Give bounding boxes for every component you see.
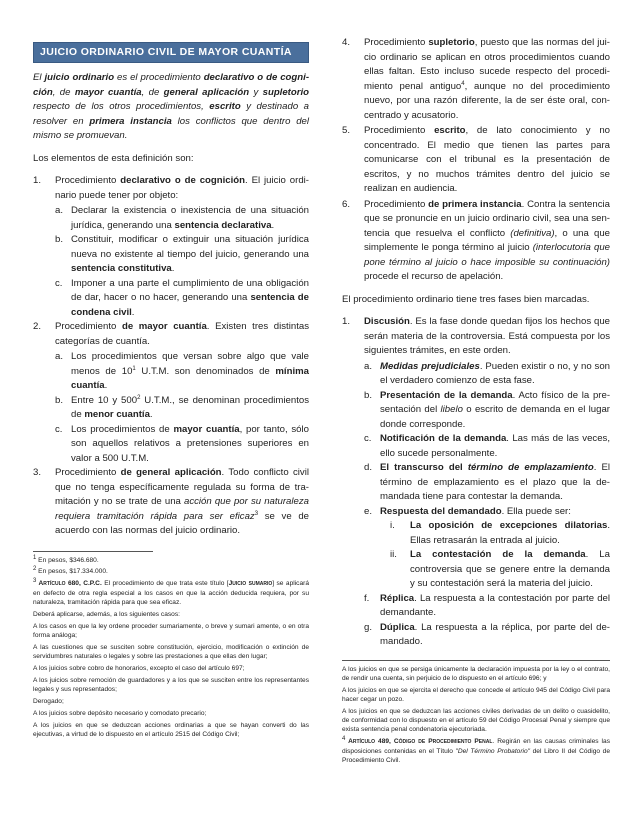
right-column (342, 36, 610, 768)
list-item: 1. Procedimiento declarativo o de cognición. El juicio ordinario puede tener por objeto: (33, 175, 309, 201)
list-subitem: a. Medidas prejudiciales. Pueden existir o no, y no son el verdadero comienzo de esta fase. (364, 360, 610, 386)
list-item: 6. Procedimiento de primera instancia. Contra la sentencia que se pronuncie en un juicio ordinario civil, sea una sentencia que resuelva el conflicto (definitiva), o una que simplemente le ponga término al juicio (interlocutoria que pone término al juicio o hace imposible su continuación) procede el recurso de apelación. (342, 198, 611, 282)
footnote: $^4$ Artículo 489, Código de Procedimiento Penal. Regirán en las causas criminales las disposiciones contenidas en el Título "Del Término Probatorio" del Libro II del Código de Procedimiento Civil. (342, 736, 610, 764)
definition-paragraph: El juicio ordinario es el procedimiento declarativo o de cognición, de mayor cuantía, de general aplicación y supletorio respecto de los otros procedimientos, escrito y destinado a resolver en primera instancia los conflictos que dentro del mismo se promuevan. (33, 72, 310, 141)
elements-intro: Los elementos de esta definición son: (33, 152, 194, 164)
phases-list (342, 315, 610, 650)
footnote-line: Derogado; (33, 698, 64, 706)
list-subitem: b. Presentación de la demanda. Acto físico de la presentación del libelo o escrito de demanda en el lugar donde corresponde. (364, 389, 611, 430)
list-subitem: a. Los procedimientos que versan sobre algo que vale menos de $10^1$ U.T.M. son denominados de mínima cuantía. (55, 351, 309, 391)
footnote: $^2$ En pesos, $17.334.000. (33, 566, 108, 576)
list-item: 4. Procedimiento supletorio, puesto que las normas del juicio ordinario se aplican en otros procedimientos cuando ellas faltan. Esto incluso sucede respecto del procedimiento penal antiguo$^4$, aunque no del procedimiento nuevo, por una razón diferente, la de ser éste oral, concentrado y acusatorio. (342, 37, 611, 121)
list-item: 5. Procedimiento escrito, de lato conocimiento y no concentrado. El medio que tienen las partes para comunicarse con el tribunal es la presentación de escritos, y no muchos trámites dentro del juicio se realizan en audiencia. (342, 125, 610, 194)
footnote-line: A los juicios en que se deduzcan las acciones civiles derivadas de un delito o cuasidelito, de conformidad con lo dispuesto en el artículo 59 del Código Procesal Penal y siempre que exista sentencia penal condenatoria ejecutoriada. (342, 707, 610, 734)
footnote-divider (342, 660, 610, 661)
footnote-line: Deberá aplicarse, además, a los siguientes casos: (33, 610, 180, 618)
list-subsubitem: ii. La contestación de la demanda. La controversia que se genere entre la demanda y su contestación será la materia del juicio. (390, 549, 610, 589)
list-item: 2. Procedimiento de mayor cuantía. Existen tres distintas categorías de cuantía. (33, 321, 309, 347)
list-subitem: b. Entre 10 y $500^2$ U.T.M., se denominan procedimientos de menor cuantía. (55, 394, 310, 420)
footnote-line: A los juicios sobre cobro de honorarios, excepto el caso del artículo 697; (33, 665, 245, 673)
footnote-line: A los casos en que la ley ordene proceder sumariamente, o breve y sumari amente, o en otra forma análoga; (33, 622, 309, 639)
footnote-line: A los juicios en que se persiga únicamente la declaración impuesta por la ley o el contrato, de rendir una cuenta, sin perjuicio de lo dispuesto en el artículo 696; y (342, 665, 610, 682)
footnote-line: A los juicios sobre remoción de guardadores y a los que se susciten entre los representantes legales y sus representados; (33, 676, 309, 694)
footnotes-right (342, 665, 610, 766)
list-subitem: e. Respuesta del demandado. Ella puede ser: (364, 505, 571, 517)
list-item: 1. Discusión. Es la fase donde quedan fijos los hechos que serán materia de la controversia. Está compuesta por los siguientes trámites, en este orden. (342, 316, 610, 356)
list-subitem: c. Imponer a una parte el cumplimiento de una obligación de dar, hacer o no hacer, generando una sentencia de condena civil. (55, 277, 310, 318)
footnote-line: A los juicios en que se ejercita el derecho que concede el artículo 945 del Código Civil para hacer cegar un pozo. (342, 686, 610, 703)
phases-intro: El procedimiento ordinario tiene tres fases bien marcadas. (342, 293, 590, 305)
list-subitem: d. El transcurso del término de emplazamiento. El término de emplazamiento es el plazo que la demandada tiene para contestar la demanda. (364, 462, 610, 502)
list-subitem: g. Dúplica. La respuesta a la réplica, por parte del demandado. (364, 621, 610, 647)
footnote-line: A los juicios en que se deduzcan acciones ordinarias a que se hayan converti do las ejecutivas, a virtud de lo dispuesto en el artículo 2515 del Código Civil; (33, 721, 309, 739)
footnote-line: A los juicios sobre depósito necesario y comodato precario; (33, 710, 207, 717)
footnote: $^3$ Artículo 680, C.P.C. El procedimiento de que trata este título [Juicio sumario] se aplicará en defecto de otra regla especial a los casos en que la acción deducida requiera, por su naturaleza, tramitación rápida para que sea eficaz. (33, 578, 309, 606)
list-subitem: a. Declarar la existencia o inexistencia de una situación jurídica, generando una sentencia declarativa. (55, 205, 309, 231)
list-subitem: f. Réplica. La respuesta a la contestación por parte del demandante. (364, 592, 610, 618)
elements-list (33, 174, 309, 539)
elements-list-continued (342, 36, 610, 285)
footnote: $^1$ En pesos, $346.680. (33, 554, 99, 564)
footnote-line: A las cuestiones que se susciten sobre constitución, ejercicio, modificación o extinción de servidumbres naturales o legales y sobre las prestaciones a que ellas den lugar; (33, 643, 309, 661)
footnotes-left (33, 556, 309, 740)
list-item: 3. Procedimiento de general aplicación. Todo conflicto civil que no tenga específicamente regulada su forma de tramitación y no se trate de una acción que por su naturaleza requiera tramitación rápida para ser eficaz$^3$ se ve de acuerdo con las normas del juicio ordinario. (33, 467, 309, 536)
section-heading: JUICIO ORDINARIO CIVIL DE MAYOR CUANTÍA (33, 42, 309, 63)
list-subitem: b. Constituir, modificar o extinguir una situación jurídica nueva no existente al tiempo del juicio, generando una sentencia constitutiva. (55, 234, 309, 274)
left-column (33, 36, 309, 742)
list-subsubitem: i. La oposición de excepciones dilatorias. Ellas retrasarán la entrada al juicio. (390, 520, 610, 546)
footnote-divider (33, 551, 153, 552)
list-subitem: c. Los procedimientos de mayor cuantía, por tanto, sólo son aquellos relativos a pretensiones superiores en valor a 500 U.T.M. (55, 423, 309, 464)
list-subitem: c. Notificación de la demanda. Las más de las veces, ello sucede personalmente. (364, 433, 611, 459)
